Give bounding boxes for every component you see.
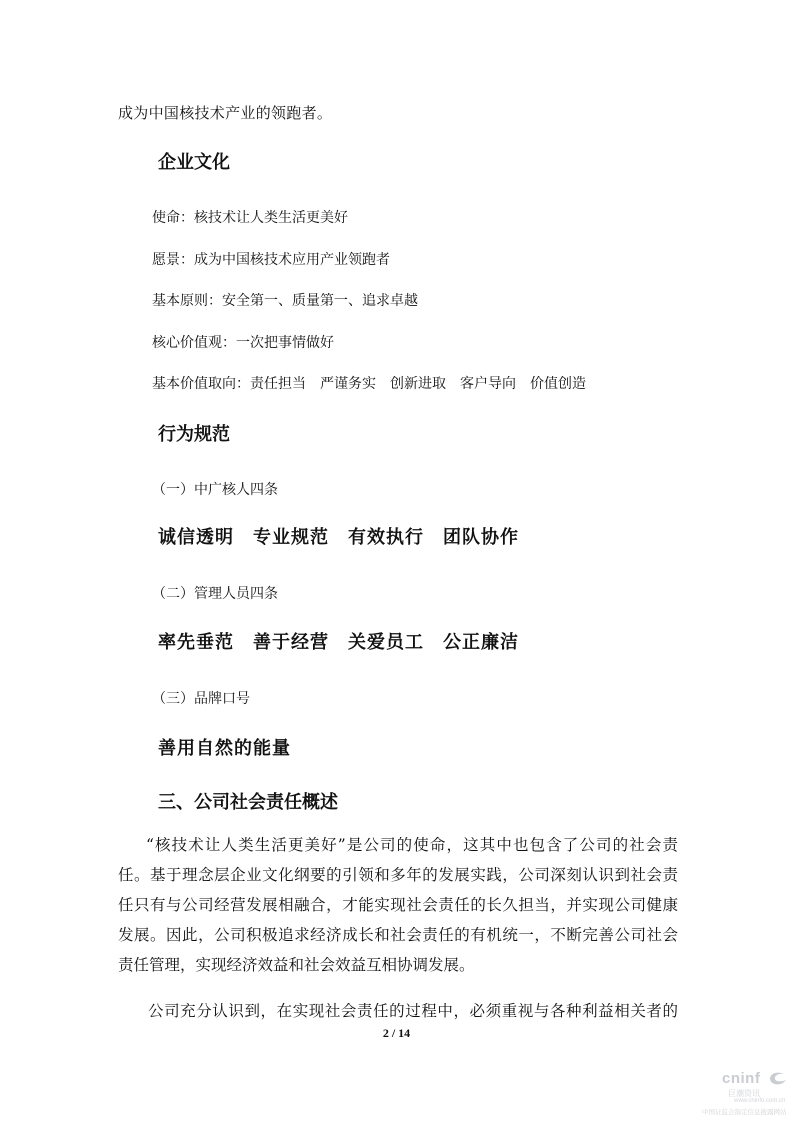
para1-line: “核技术让人类生活更美好”是公司的使命，这其中也包含了公司的社会责 [146,836,678,854]
conduct-heading: 行为规范 [158,424,230,445]
culture-heading: 企业文化 [158,152,230,173]
conduct-sub2: （二）管理人员四条 [152,586,278,602]
culture-mission: 使命：核技术让人类生活更美好 [152,210,348,226]
culture-core-values: 核心价值观：一次把事情做好 [152,335,334,351]
para1-line: 发展。因此，公司积极追求经济成长和社会责任的有机统一，不断完善公司社会 [118,926,678,944]
culture-principles: 基本原则：安全第一、质量第一、追求卓越 [152,293,418,309]
conduct-sub1: （一）中广核人四条 [152,482,278,498]
cninf-swirl-icon [768,1070,788,1088]
section3-paragraph-2 [118,996,678,1026]
brand-slogan: 善用自然的能量 [158,738,291,759]
cninf-watermark-logo [700,1070,790,1120]
culture-value-orientation: 基本价值取向：责任担当 严谨务实 创新进取 客户导向 价值创造 [152,376,586,392]
section3-paragraph-1 [118,830,678,980]
conduct-sub3: （三）品牌口号 [152,691,250,707]
watermark-brand-cn: 巨潮资讯 [728,1089,760,1098]
section3-heading: 三、公司社会责任概述 [158,792,338,813]
watermark-tagline: 中国证监会指定信息披露网站 [702,1108,787,1116]
watermark-url: www.cninfo.com.cn [734,1098,786,1104]
page-number: 2 / 14 [382,1026,411,1040]
intro-line: 成为中国核技术产业的领跑者。 [118,104,333,122]
conduct-line1: 诚信透明 专业规范 有效执行 团队协作 [158,527,519,548]
para1-line: 任只有与公司经营发展相融合，才能实现社会责任的长久担当，并实现公司健康 [118,896,678,914]
watermark-brand: cninf [722,1070,761,1087]
conduct-line2: 率先垂范 善于经营 关爱员工 公正廉洁 [158,632,519,653]
para1-line: 任。基于理念层企业文化纲要的引领和多年的发展实践，公司深刻认识到社会责 [118,866,678,884]
culture-vision: 愿景：成为中国核技术应用产业领跑者 [152,252,390,268]
para2-line: 公司充分认识到，在实现社会责任的过程中，必须重视与各种利益相关者的 [148,1002,678,1020]
para1-line: 责任管理，实现经济效益和社会效益互相协调发展。 [118,956,475,974]
